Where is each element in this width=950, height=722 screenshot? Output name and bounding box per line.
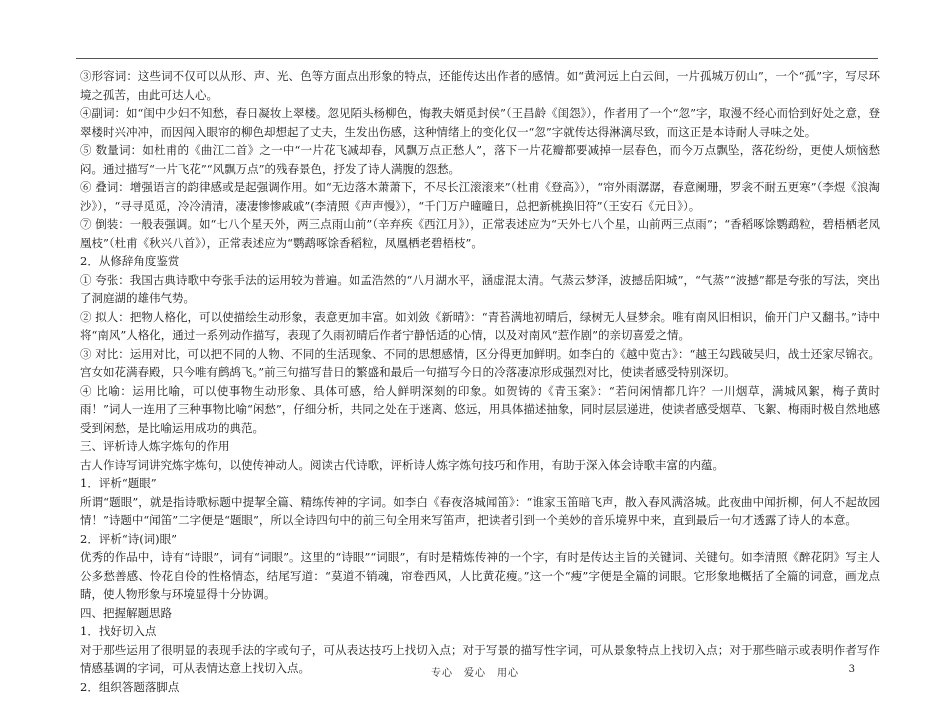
footer-motto: 专心 爱心 用心 <box>431 668 519 679</box>
paragraph: 对于那些运用了很明显的表现手法的字或句子，可从表达技巧上找切入点；对于写景的描写性字词，可从景象特点上找切入点；对于那些暗示或表明作者写作情感基调的字词，可从表情达意上找切入点。 <box>80 642 880 675</box>
paragraph: ② 拟人：把物人格化，可以使描绘生动形象，表意更加丰富。如刘敛《新晴》：“青苔满地初晴后，绿树无人昼梦余。唯有南风旧相识，偷开门户又翻书。”诗中将“南风”人格化，通过一系列动作描写，表现了久雨初晴后作者宁静恬适的心情，以及对南风“惹作剧”的亲切喜爱之情。 <box>80 309 880 342</box>
section-heading: 2．组织答题落脚点 <box>80 679 180 694</box>
section-heading: 1．找好切入点 <box>80 624 157 638</box>
document-body <box>80 67 880 696</box>
paragraph: ④ 比喻：运用比喻，可以使事物生动形象、具体可感，给人鲜明深刻的印象。如贺铸的《青玉案》：“若问闲情都几许？一川烟草，满城风絮，梅子黄时雨！”词人一连用了三种事物比喻“闲愁”，仔细分析，共同之处在于迷离、悠远，用具体描述抽象，同时层层递进，使读者感受烟草、飞絮、梅雨时极自然地感受到闲愁，是比喻运用成功的典范。 <box>80 383 880 435</box>
header-rule <box>76 58 878 59</box>
paragraph: ⑥ 叠词：增强语言的韵律感或是起强调作用。如“无边落木萧萧下，不尽长江滚滚来”（杜甫《登高》），“帘外雨潺潺，春意阑珊，罗衾不耐五更寒”（李煜《浪淘沙》），“寻寻觅觅，冷冷清清，凄凄惨惨戚戚”(李清照《声声慢》），“千门万户曈曈日，总把新桃换旧符”（王安石《元日》）。 <box>80 180 880 213</box>
section-heading: 1．评析“题眼” <box>80 476 157 490</box>
paragraph: ⑤ 数量词：如杜甫的《曲江二首》之一中“一片花飞减却春，风飘万点正愁人”，落下一片花瓣都要减掉一层春色，而今万点飘坠，落花纷纷，更使人烦恼愁闷。通过描写“一片飞花”“风飘万点”的残春景色，抒发了诗人满腹的怨愁。 <box>80 143 880 176</box>
section-heading: 三、评析诗人炼字炼句的作用 <box>80 439 230 453</box>
page-number: 3 <box>848 664 855 675</box>
paragraph: ③形容词：这些词不仅可以从形、声、光、色等方面点出形象的特点，还能传达出作者的感情。如“黄河远上白云间，一片孤城万仞山”，一个“孤”字，写尽环境之孤苦，由此可达人心。 <box>80 69 880 102</box>
section-heading: 四、把握解题思路 <box>80 605 172 620</box>
paragraph: ④副词：如“闺中少妇不知愁，春日凝妆上翠楼。忽见陌头杨柳色，悔教夫婿觅封侯”（王昌龄《闺怨》），作者用了一个“忽”字，取漫不经心而恰到好处之意，登翠楼时兴冲冲，而因闯入眼帘的柳色却想起了丈夫，生发出伤感，这种情绪上的变化仅一“忽”字就传达得淋漓尽致，而这正是本诗耐人寻味之处。 <box>80 106 880 139</box>
paragraph: ① 夸张：我国古典诗歌中夸张手法的运用较为普遍。如孟浩然的“八月湖水平，涵虚混太清。气蒸云梦泽，波撼岳阳城”，“气蒸”“波撼”都是夸张的写法，突出了洞庭湖的雄伟气势。 <box>80 272 880 305</box>
section-heading: 2．评析“诗(词)眼” <box>80 531 178 546</box>
paragraph: 古人作诗写词讲究炼字炼句，以使传神动人。阅读古代诗歌，评析诗人炼字炼句技巧和作用，有助于深入体会诗歌丰富的内蕴。 <box>80 457 724 472</box>
paragraph: ⑦ 倒装：一般表强调。如“七八个星天外，两三点雨山前”（辛弃疾《西江月》），正常表述应为“天外七八个星，山前两三点雨”；“香稻啄馀鹦鹉粒，碧梧栖老凤凰枝”（杜甫《秋兴八首》），正常表述应为“鹦鹉啄馀香稻粒，凤凰栖老碧梧枝”。 <box>80 217 880 250</box>
section-heading: 2．从修辞角度鉴赏 <box>80 254 180 268</box>
paragraph: 优秀的作品中，诗有“诗眼”，词有“词眼”。这里的“诗眼”“词眼”，有时是精炼传神的一个字，有时是传达主旨的关键词、关键句。如李清照《醉花阴》写主人公多愁善感、怜花自伶的性格情态，结尾写道：“莫道不销魂，帘卷西风，人比黄花瘦。”这一个“瘦”字便是全篇的词眼。它形象地概括了全篇的词意，画龙点睛，使人物形象与环境显得十分协调。 <box>80 550 880 601</box>
paragraph: 所谓“题眼”，就是指诗歌标题中提挈全篇、精练传神的字词。如李白《春夜洛城闻笛》：“谁家玉笛暗飞声，散入春风满洛城。此夜曲中闻折柳，何人不起故园情！”诗题中“闻笛”二字便是“题眼”，所以全诗四句中的前三句全用来写笛声，把读者引到一个美妙的音乐境界中来，直到最后一句才透露了诗人的本意。 <box>80 494 880 527</box>
paragraph: ③ 对比：运用对比，可以把不同的人物、不同的生活现象、不同的思想感情，区分得更加鲜明。如李白的《越中览古》：“越王勾践破吴归，战士还家尽锦衣。宫女如花满春殿，只今唯有鹧鸪飞。”前三句描写昔日的繁盛和最后一句描写今日的冷落凄凉形成强烈对比，使读者感受特别深切。 <box>80 346 880 379</box>
page-footer <box>0 664 950 684</box>
